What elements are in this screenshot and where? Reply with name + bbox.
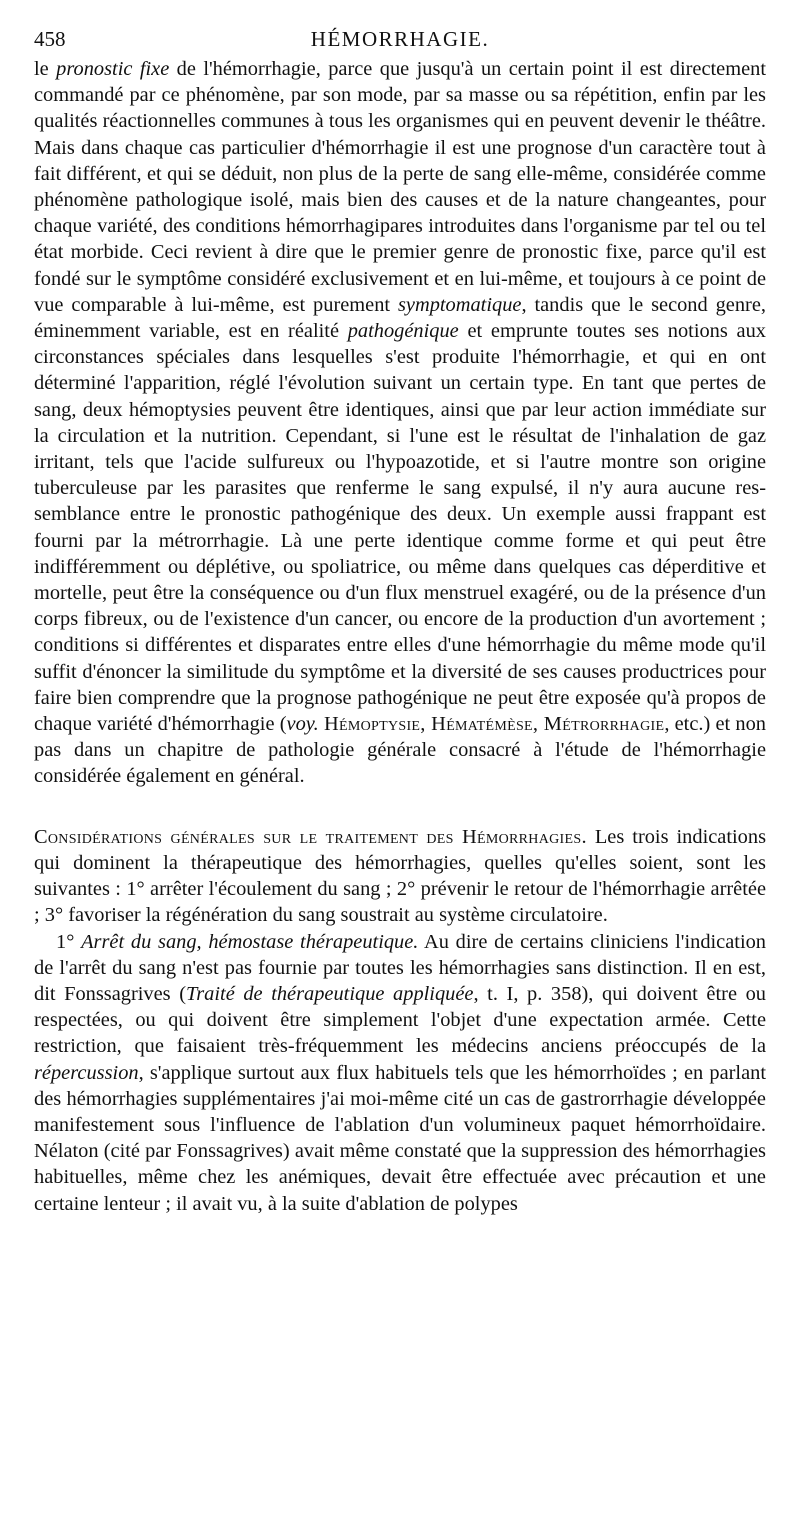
paragraph-hemostasis [34,929,766,1217]
paragraph-prognosis [34,56,766,790]
running-head [34,26,766,52]
text-run: le [34,58,57,80]
page-number: 458 [34,27,66,51]
text-run: , tandis que le second genre, éminemment variable, est en réalité [34,293,766,343]
document-page [34,26,766,1217]
italic-run: répercussion [34,1061,139,1084]
text-run: 1° [56,930,82,953]
subsection-heading: Arrêt du sang, hémostase thérapeutique. [81,930,419,953]
text-run: Au dire de certains cliniciens l'indication de l'arrêt du sang n'est pas fournie par toutes les hémorrhagies sans distinction. Il en est, dit Fonssagrives ( [34,930,766,1005]
text-run: de l'hémorrhagie, parce que jusqu'à un certain point il est directement commandé par ce phénomène, par son mode, par sa masse ou sa répétition, enfin par les qualités réactionnelles communes à tous les organismes qui en peuvent devenir le théâtre. Mais dans chaque cas particulier d'hémorrhagie il est une prognose d'un caractère tout à fait différent, et qui se déduit, non plus de la perte de sang elle-même, considérée comme phénomène pathologique isolé, mais bien des causes et de la nature changeantes, pour chaque variété, des conditions hémorrhagipares introduites dans l'organisme par tel ou tel état morbide. Ceci revient à dire que le premier genre de pronostic fixe, parce qu'il est fondé sur le symptôme considéré exclusivement et en lui-même, et toujours à ce point de vue comparable à lui-même, est purement [34,58,766,316]
text-run: , t. I, p. 358), qui doivent être ou respectées, ou qui doivent être simplement l'objet d'une expectation armée. Cette restriction, que faisaient très-fréquemment les médecins anciens préoccupés de la [34,982,766,1058]
italic-run: pronostic fixe [56,58,170,80]
italic-run: pathogénique [347,320,459,343]
text-run: , etc.) et non pas dans un chapitre de pathologie générale consacré à l'étude de l'hémorrhagie considérée également en général. [34,713,766,788]
text-run: Les trois indications qui dominent la thérapeutique des hémorrhagies, quelles qu'elles soient, sont les suivantes : 1° arrêter l'écoulement du sang ; 2° prévenir le retour de l'hémorrhagie arrêtée ; 3° favoriser la régénération du sang soustrait au système circulatoire. [34,825,766,927]
cross-reference-run: Hémoptysie, Hématémèse, Métrorrhagie [324,713,665,736]
italic-run: symptomatique [397,293,522,316]
section-heading: Considérations générales sur le traitement des Hémorrhagies. [34,825,587,848]
italic-run: voy. [286,713,319,736]
paragraph-treatment-considerations [34,824,766,929]
italic-run: Traité de thérapeutique appliquée [186,982,474,1005]
running-title: HÉMORRHAGIE. [310,27,490,51]
text-run: , s'applique surtout aux flux habituels tels que les hémorrhoïdes ; en parlant des hémorrhagies supplémentaires j'ai moi-même cité un cas de gastrorrhagie développée manifestement sous l'influence de l'ablation d'un volumineux paquet hémorrhoïdaire. Nélaton (cité par Fonssagrives) avait même constaté que la suppression des hémorrhagies habituelles, même chez les anémiques, devait être effectuée avec précaution et une certaine lenteur ; il avait vu, à la suite d'ablation de polypes [34,1061,766,1215]
text-run: et emprunte toutes ses notions aux circonstances spéciales dans lesquelles s'est produite l'hémorrhagie, et qui en ont déterminé l'apparition, réglé l'évolution suivant un certain type. En tant que pertes de sang, deux hémoptysies peuvent être identiques, ainsi que par leur action immédiate sur la circulation et la nutrition. Cependant, si l'une est le résultat de l'inhalation de gaz irritant, tels que l'acide sulfureux ou l'hypoazotide, et si l'autre montre son origine tuberculeuse par les parasites que renferme le sang expulsé, il n'y aura aucune ressemblance entre le pronostic pathogénique des deux. Un exemple aussi frappant est fourni par la métrorrhagie. Là une perte identique comme forme et qui peut être indifféremment ou déplétive, ou spoliatrice, ou même dans quelques cas déperditive et mortelle, peut être la conséquence ou d'un flux menstruel exagéré, ou de la présence d'un corps fibreux, ou de l'existence d'un cancer, ou encore de la production d'un avortement ; conditions si différentes et disparates entre elles d'une hémorrhagie du même mode qu'il suffit d'énoncer la similitude du symptôme et la diversité de ses causes productrices pour faire bien comprendre que la prognose pathogénique ne peut être exposée qu'à propos de chaque variété d'hémorrhagie ( [34,320,766,736]
